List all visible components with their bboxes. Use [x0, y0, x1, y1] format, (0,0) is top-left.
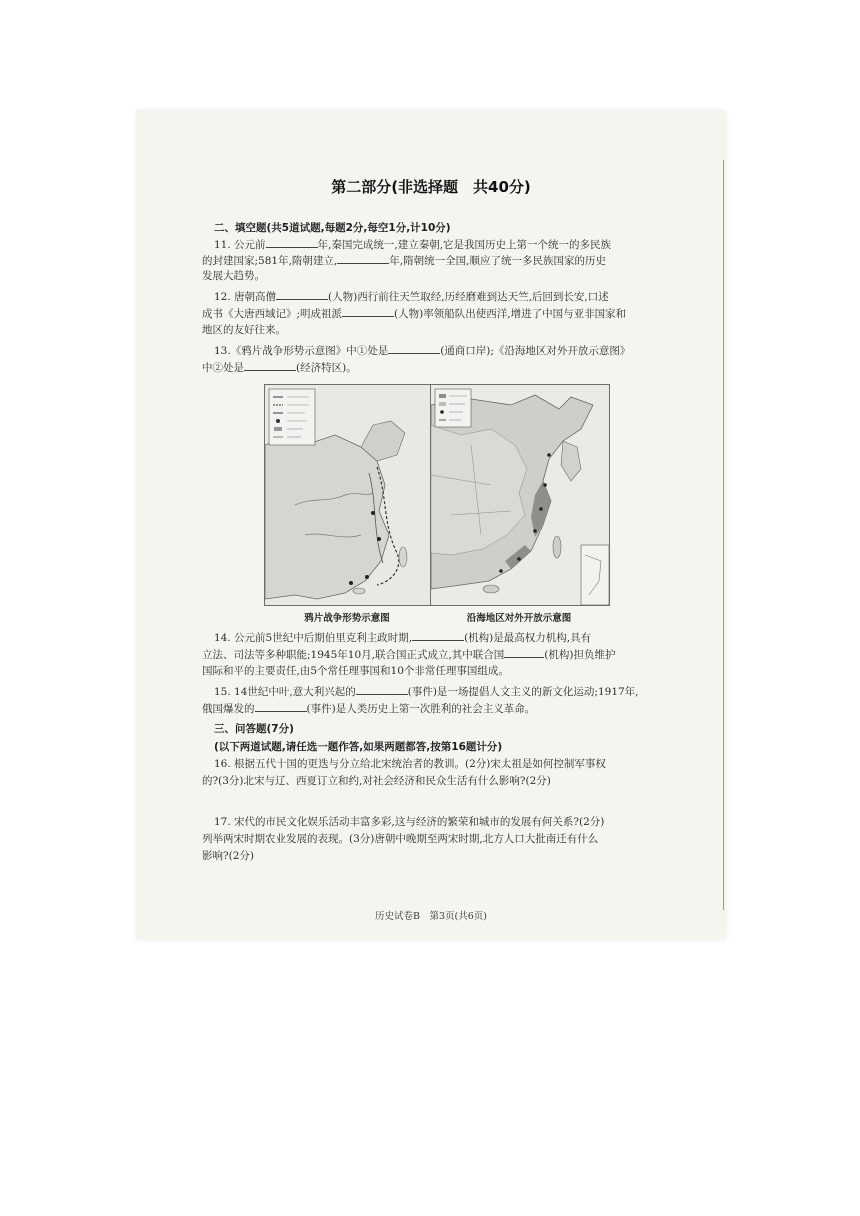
q15-text-b: (事件)是一场提倡人文主义的新文化运动;1917年, — [407, 686, 639, 698]
section2-heading: 二、填空题(共5道试题,每题2分,每空1分,计10分) — [214, 222, 451, 234]
q11-text-b: 年,秦国完成统一,建立秦朝,它是我国历史上第一个统一的多民族 — [317, 239, 612, 251]
q14-text-b: (机构)是最高权力机构,具有 — [464, 632, 592, 644]
q14-line3: 国际和平的主要责任,由5个常任理事国和10个非常任理事国组成。 — [202, 665, 509, 677]
q14-line2 — [202, 647, 684, 663]
q13-text-d: (经济特区)。 — [296, 362, 357, 374]
q13-text-b: (通商口岸);《沿海地区对外开放示意图》 — [440, 345, 631, 357]
q11-text-a: 11. 公元前 — [214, 239, 266, 251]
q13-text-c: 中②处是 — [202, 362, 244, 374]
q15-blank-2[interactable] — [255, 701, 307, 712]
q12-text-b: (人物)西行前往天竺取经,历经磨难到达天竺,后回到长安,口述 — [328, 291, 609, 303]
q14-text-a: 14. 公元前5世纪中后期伯里克利主政时期, — [214, 632, 413, 644]
page-edge-line — [723, 160, 724, 910]
q13-line1 — [214, 343, 696, 359]
q13-line2 — [202, 360, 684, 376]
q17-line1: 17. 宋代的市民文化娱乐活动丰富多彩,这与经济的繁荣和城市的发展有何关系?(2分) — [214, 816, 605, 828]
page-footer: 历史试卷B 第3页(共6页) — [375, 911, 487, 922]
q14-line1 — [214, 630, 696, 646]
part-title: 第二部分(非选择题 共40分) — [331, 178, 531, 196]
q13-blank-1[interactable] — [388, 343, 440, 354]
q12-line3: 地区的友好往来。 — [202, 324, 286, 336]
q14-blank-2[interactable] — [504, 647, 544, 658]
q15-text-a: 15. 14世纪中叶,意大利兴起的 — [214, 686, 356, 698]
q15-line2 — [202, 701, 684, 717]
coastal-opening-map-caption: 沿海地区对外开放示意图 — [466, 613, 572, 624]
q17-line2: 列举两宋时期农业发展的表现。(3分)唐朝中晚期至两宋时期,北方人口大批南迁有什么 — [202, 833, 599, 845]
q16-line2: 的?(3分)北宋与辽、西夏订立和约,对社会经济和民众生活有什么影响?(2分) — [202, 775, 551, 787]
q15-text-c: 俄国爆发的 — [202, 703, 255, 715]
q13-text-a: 13.《鸦片战争形势示意图》中①处是 — [214, 345, 389, 357]
q14-blank-1[interactable] — [412, 630, 464, 641]
section3-note: (以下两道试题,请任选一题作答,如果两题都答,按第16题计分) — [214, 741, 503, 753]
q11-blank-1[interactable] — [266, 237, 318, 248]
q15-line1 — [214, 684, 696, 700]
q14-text-d: (机构)担负维护 — [544, 649, 616, 661]
q17-line3: 影响?(2分) — [202, 850, 255, 862]
section3-heading: 三、问答题(7分) — [214, 723, 294, 735]
coastal-opening-map-drawing — [431, 385, 609, 605]
q12-text-d: (人物)率领船队出使西洋,增进了中国与亚非国家和 — [394, 308, 627, 320]
q12-blank-2[interactable] — [342, 306, 394, 317]
q15-blank-1[interactable] — [356, 684, 408, 695]
q11-text-d: 年,隋朝统一全国,顺应了统一多民族国家的历史 — [389, 255, 606, 267]
q14-text-c: 立法、司法等多种职能;1945年10月,联合国正式成立,其中联合国 — [202, 649, 505, 661]
q12-text-c: 成书《大唐西域记》;明成祖派 — [202, 308, 343, 320]
q11-line2 — [202, 253, 684, 269]
q16-line1: 16. 根据五代十国的更迭与分立给北宋统治者的教训。(2分)宋太祖是如何控制军事权 — [214, 758, 606, 770]
q12-text-a: 12. 唐朝高僧 — [214, 291, 277, 303]
q11-blank-2[interactable] — [337, 253, 389, 264]
q12-blank-1[interactable] — [276, 289, 328, 300]
q11-line3: 发展大趋势。 — [202, 270, 265, 282]
opium-war-map — [264, 384, 432, 606]
q11-line1 — [214, 237, 696, 253]
exam-page — [136, 110, 726, 940]
opium-war-map-drawing — [265, 385, 431, 605]
q12-line2 — [202, 306, 684, 322]
q11-text-c: 的封建国家;581年,隋朝建立, — [202, 255, 338, 267]
q15-text-d: (事件)是人类历史上第一次胜利的社会主义革命。 — [306, 703, 536, 715]
q12-line1 — [214, 289, 696, 305]
coastal-opening-map — [430, 384, 610, 606]
q13-blank-2[interactable] — [244, 360, 296, 371]
opium-war-map-caption: 鸦片战争形势示意图 — [304, 613, 390, 624]
